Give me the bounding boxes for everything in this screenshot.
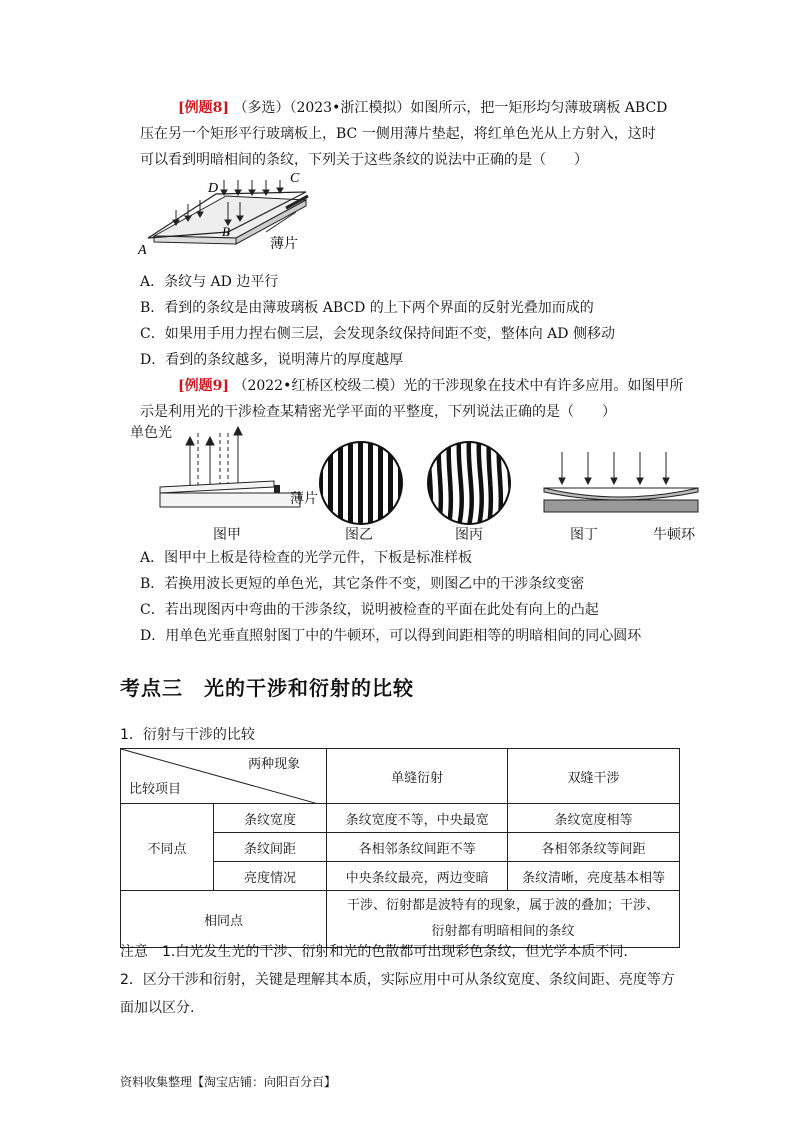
example8-option-a: A．条纹与 AD 边平行 xyxy=(140,274,279,290)
subsection-title: 1．衍射与干涉的比较 xyxy=(120,727,255,743)
row-name: 条纹间距 xyxy=(214,833,327,862)
example8-tag: [例题8] xyxy=(178,100,229,116)
example8-line3: 可以看到明暗相间的条纹，下列关于这些条纹的说法中正确的是（ ） xyxy=(140,152,588,168)
example9-option-b: B．若换用波长更短的单色光，其它条件不变，则图乙中的干涉条纹变密 xyxy=(140,576,585,592)
example9-text1: （2022•红桥区校级二模）光的干涉现象在技术中有许多应用。如图甲所 xyxy=(233,378,684,394)
header-single-slit: 单缝衍射 xyxy=(327,749,508,804)
figure-bing-curved-fringes xyxy=(426,440,512,526)
example9-option-c: C．若出现图丙中弯曲的干涉条纹，说明被检查的平面在此处有向上的凸起 xyxy=(140,602,599,618)
caption-jia: 图甲 xyxy=(213,527,241,543)
example9-option-a: A．图甲中上板是待检查的光学元件，下板是标准样板 xyxy=(140,550,473,566)
row-single: 中央条纹最亮，两边变暗 xyxy=(327,862,508,891)
same-line2: 衍射都有明暗相间的条纹 xyxy=(431,924,575,939)
label-monochrome-light: 单色光 xyxy=(130,425,172,441)
caption-bing: 图丙 xyxy=(455,527,483,543)
row-single: 条纹宽度不等，中央最宽 xyxy=(327,804,508,833)
row-name: 条纹宽度 xyxy=(214,804,327,833)
caption-ding: 图丁 xyxy=(570,527,598,543)
note-2b: 面加以区分. xyxy=(120,1000,195,1016)
label-c: C xyxy=(290,171,300,186)
comparison-table xyxy=(120,748,680,948)
section-title: 考点三 光的干涉和衍射的比较 xyxy=(120,676,414,700)
diff-label: 不同点 xyxy=(121,804,214,891)
figure-yi-straight-fringes xyxy=(318,440,404,526)
same-label: 相同点 xyxy=(121,891,327,948)
same-line1: 干涉、衍射都是波特有的现象，属于波的叠加；干涉、 xyxy=(347,898,660,913)
example8-option-d: D．看到的条纹越多，说明薄片的厚度越厚 xyxy=(140,352,404,368)
example8-line1 xyxy=(178,98,667,118)
label-shim: 薄片 xyxy=(270,236,298,252)
example8-option-c: C．如果用手用力捏右侧三层，会发现条纹保持间距不变，整体向 AD 侧移动 xyxy=(140,326,615,342)
row-double: 条纹宽度相等 xyxy=(508,804,680,833)
label-b: B xyxy=(222,224,230,239)
example9-line2: 示是利用光的干涉检查某精密光学平面的平整度，下列说法正确的是（ ） xyxy=(140,404,616,420)
example9-line1 xyxy=(178,376,683,396)
label-a: A xyxy=(138,243,147,258)
example8-text1: （多选）（2023•浙江模拟）如图所示，把一矩形均匀薄玻璃板 ABCD xyxy=(233,100,668,116)
note-2a: 2．区分干涉和衍射，关键是理解其本质，实际应用中可从条纹宽度、条纹间距、亮度等方 xyxy=(120,972,675,988)
figure-jia xyxy=(150,425,330,525)
header-phenomena: 两种现象 xyxy=(248,757,301,772)
table-corner-cell xyxy=(121,749,327,804)
label-shim-2: 薄片 xyxy=(290,491,318,507)
row-double: 条纹清晰，亮度基本相等 xyxy=(508,862,680,891)
row-double: 各相邻条纹等间距 xyxy=(508,833,680,862)
example9-tag: [例题9] xyxy=(178,378,229,394)
caption-newton-ring: 牛顿环 xyxy=(653,527,695,543)
same-text xyxy=(327,891,680,948)
row-single: 各相邻条纹间距不等 xyxy=(327,833,508,862)
example9-option-d: D．用单色光垂直照射图丁中的牛顿环，可以得到间距相等的明暗相间的同心圆环 xyxy=(140,628,642,644)
header-double-slit: 双缝干涉 xyxy=(508,749,680,804)
example8-line2: 压在另一个矩形平行玻璃板上，BC 一侧用薄片垫起，将红单色光从上方射入，这时 xyxy=(140,126,656,142)
header-item: 比较项目 xyxy=(129,782,182,797)
figure-ding-newton-ring xyxy=(540,448,700,518)
caption-yi: 图乙 xyxy=(345,527,373,543)
glass-plate-figure xyxy=(136,170,356,262)
note-1: 注意 1.白光发生光的干涉、衍射和光的色散都可出现彩色条纹，但光学本质不同. xyxy=(120,944,628,960)
footer-text: 资料收集整理【淘宝店铺：向阳百分百】 xyxy=(120,1075,337,1089)
label-d: D xyxy=(208,181,219,196)
row-name: 亮度情况 xyxy=(214,862,327,891)
example8-option-b: B．看到的条纹是由薄玻璃板 ABCD 的上下两个界面的反射光叠加而成的 xyxy=(140,300,594,316)
